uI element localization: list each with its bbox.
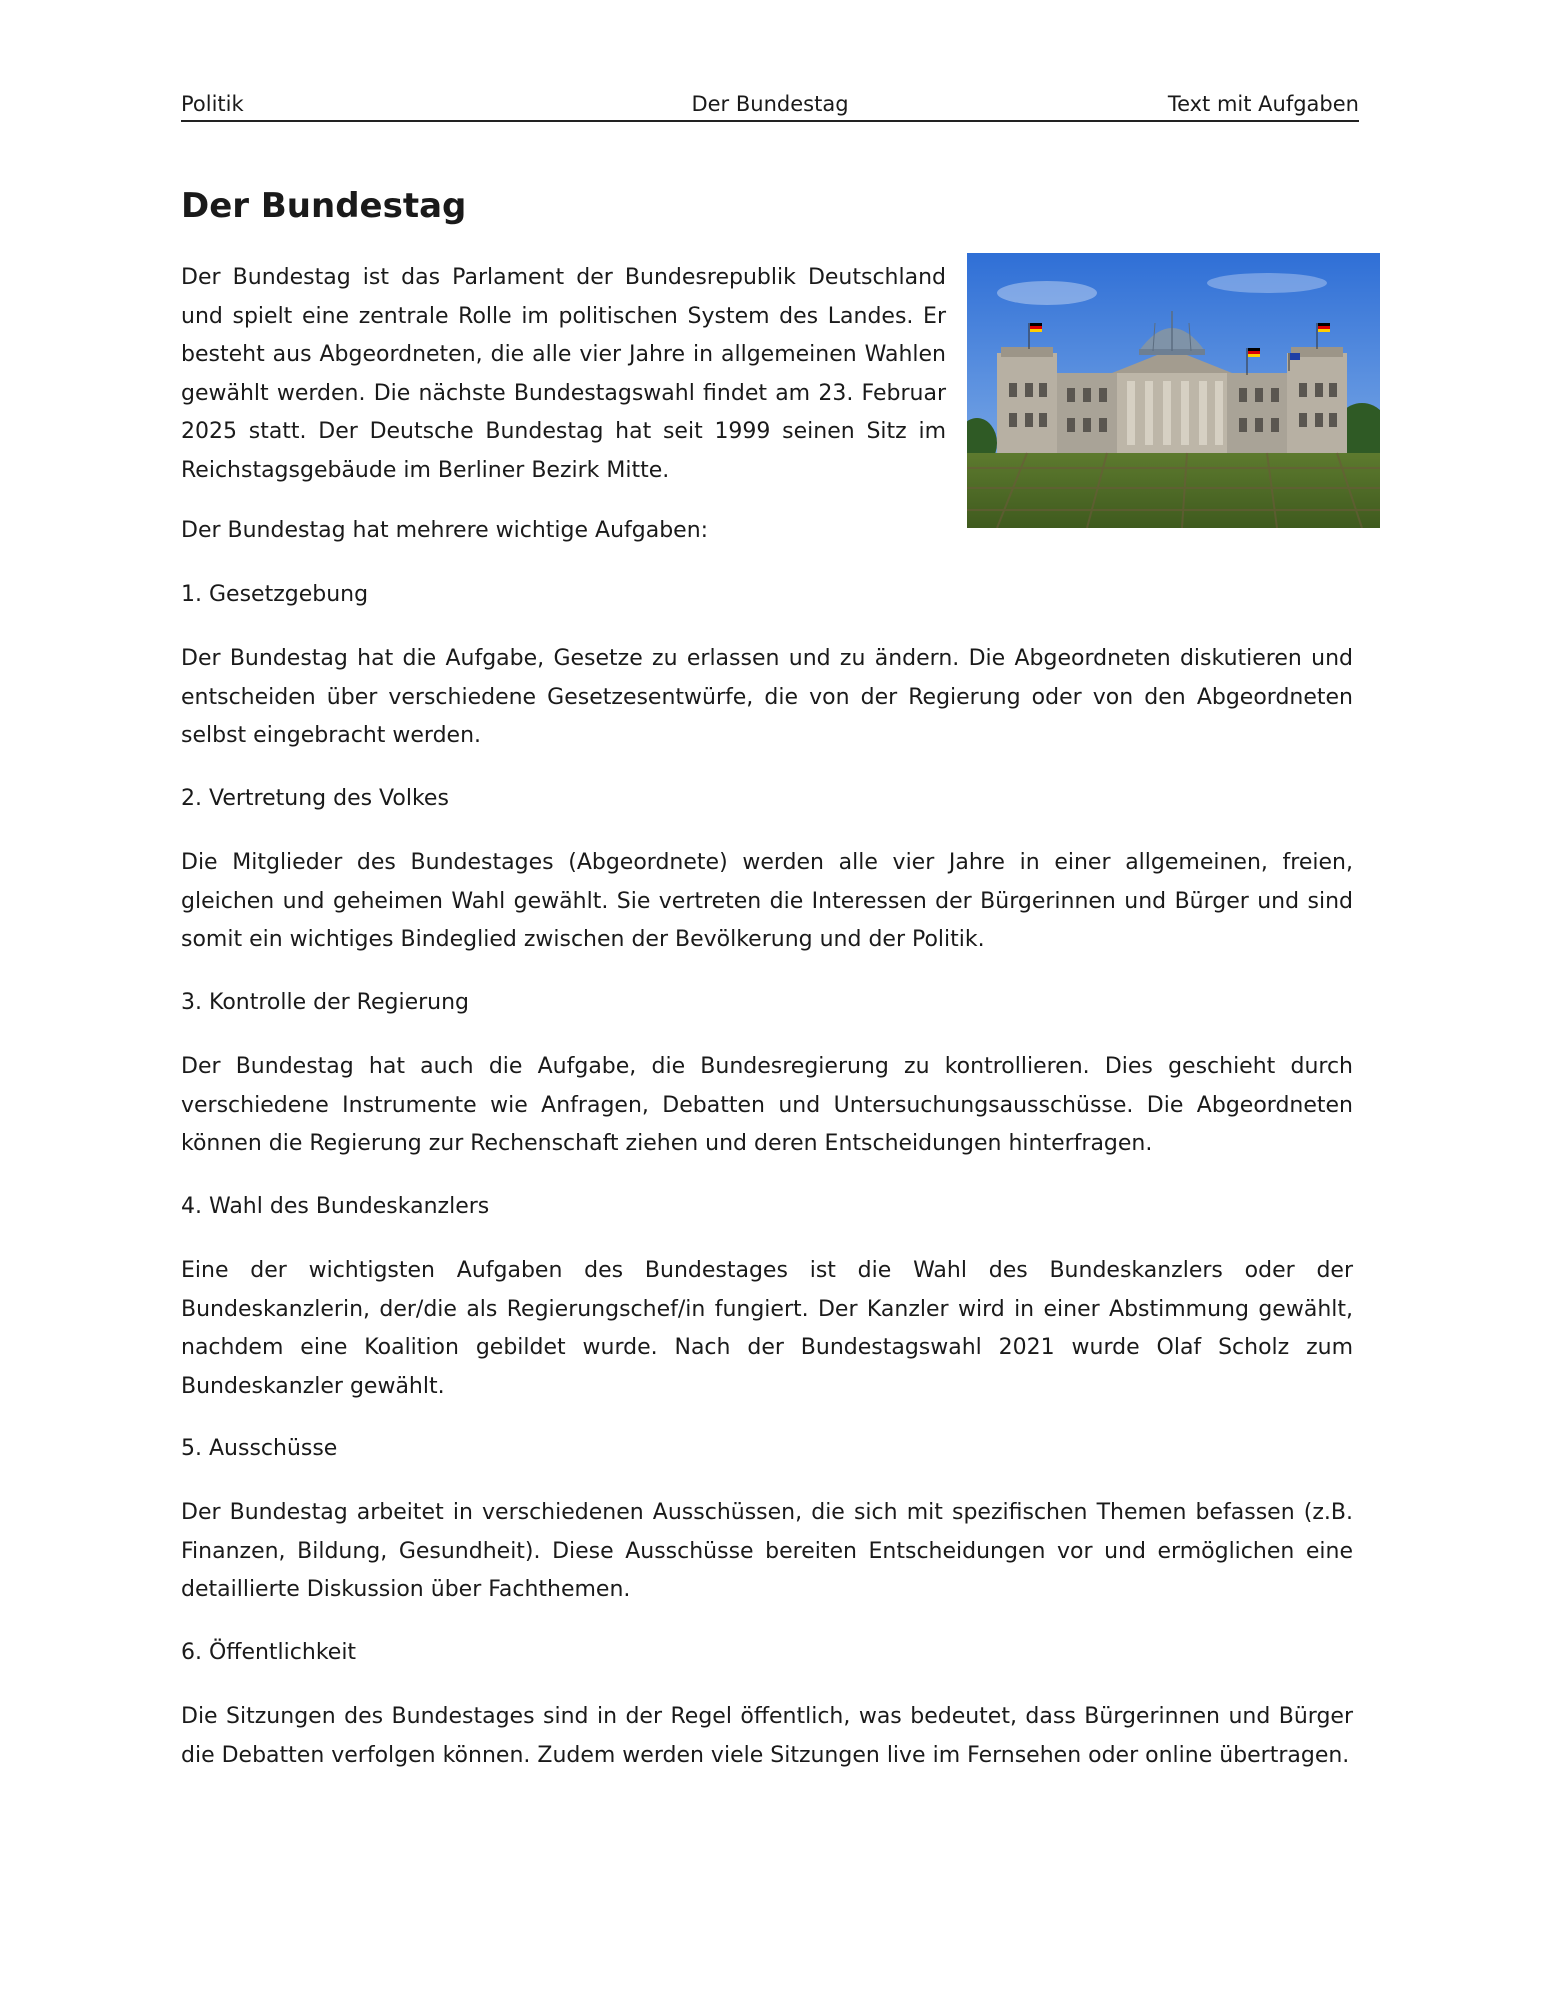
header-topic: Der Bundestag (691, 92, 849, 116)
document-title: Der Bundestag (181, 186, 467, 226)
section-text-6: Die Sitzungen des Bundestages sind in der Regel öffentlich, was bedeutet, dass Bürgerinnen und Bürger die Debatten verfolgen können. Zudem werden viele Sitzungen live im Fernsehen oder online übertragen. (181, 1704, 1353, 1768)
page-header (181, 88, 1359, 122)
section-text-3: Der Bundestag hat auch die Aufgabe, die Bundesregierung zu kontrollieren. Dies geschieht durch verschiedene Instrumente wie Anfragen, Debatten und Untersuchungsausschüsse. Die Abgeordneten können die Regierung zur Rechenschaft ziehen und deren Entscheidungen hinterfragen. (181, 1054, 1353, 1156)
intro-paragraph: Der Bundestag ist das Parlament der Bundesrepublik Deutschland und spielt eine zentrale Rolle im politischen System des Landes. Er besteht aus Abgeordneten, die alle vier Jahre in allgemeinen Wahlen gewählt werden. Die nächste Bundestagswahl findet am 23. Februar 2025 statt. Der Deutsche Bundestag hat seit 1999 seinen Sitz im Reichstagsgebäude im Berliner Bezirk Mitte. (181, 265, 946, 483)
section-heading-2: 2. Vertretung des Volkes (181, 786, 449, 811)
section-heading-6: 6. Öffentlichkeit (181, 1640, 357, 1665)
reichstag-photo (967, 253, 1380, 528)
section-text-2: Die Mitglieder des Bundestages (Abgeordnete) werden alle vier Jahre in einer allgemeinen, freien, gleichen und geheimen Wahl gewählt. Sie vertreten die Interessen der Bürgerinnen und Bürger und sind somit ein wichtiges Bindeglied zwischen der Bevölkerung und der Politik. (181, 850, 1353, 952)
section-heading-1: 1. Gesetzgebung (181, 582, 369, 607)
section-text-4: Eine der wichtigsten Aufgaben des Bundestages ist die Wahl des Bundeskanzlers oder der Bundeskanzlerin, der/die als Regierungschef/in fungiert. Der Kanzler wird in einer Abstimmung gewählt, nachdem eine Koalition gebildet wurde. Nach der Bundestagswahl 2021 wurde Olaf Scholz zum Bundeskanzler gewählt. (181, 1258, 1353, 1399)
section-heading-5: 5. Ausschüsse (181, 1436, 338, 1461)
header-subject: Politik (181, 92, 244, 116)
section-text-1: Der Bundestag hat die Aufgabe, Gesetze zu erlassen und zu ändern. Die Abgeordneten diskutieren und entscheiden über verschiedene Gesetzesentwürfe, die von der Regierung oder von den Abgeordneten selbst eingebracht werden. (181, 646, 1353, 748)
header-type: Text mit Aufgaben (1167, 92, 1359, 116)
section-text-5: Der Bundestag arbeitet in verschiedenen Ausschüssen, die sich mit spezifischen Themen befassen (z.B. Finanzen, Bildung, Gesundheit). Diese Ausschüsse bereiten Entscheidungen vor und ermöglichen eine detaillierte Diskussion über Fachthemen. (181, 1500, 1353, 1602)
section-heading-4: 4. Wahl des Bundeskanzlers (181, 1194, 490, 1219)
section-heading-3: 3. Kontrolle der Regierung (181, 990, 469, 1015)
tasks-intro: Der Bundestag hat mehrere wichtige Aufgaben: (181, 518, 709, 543)
